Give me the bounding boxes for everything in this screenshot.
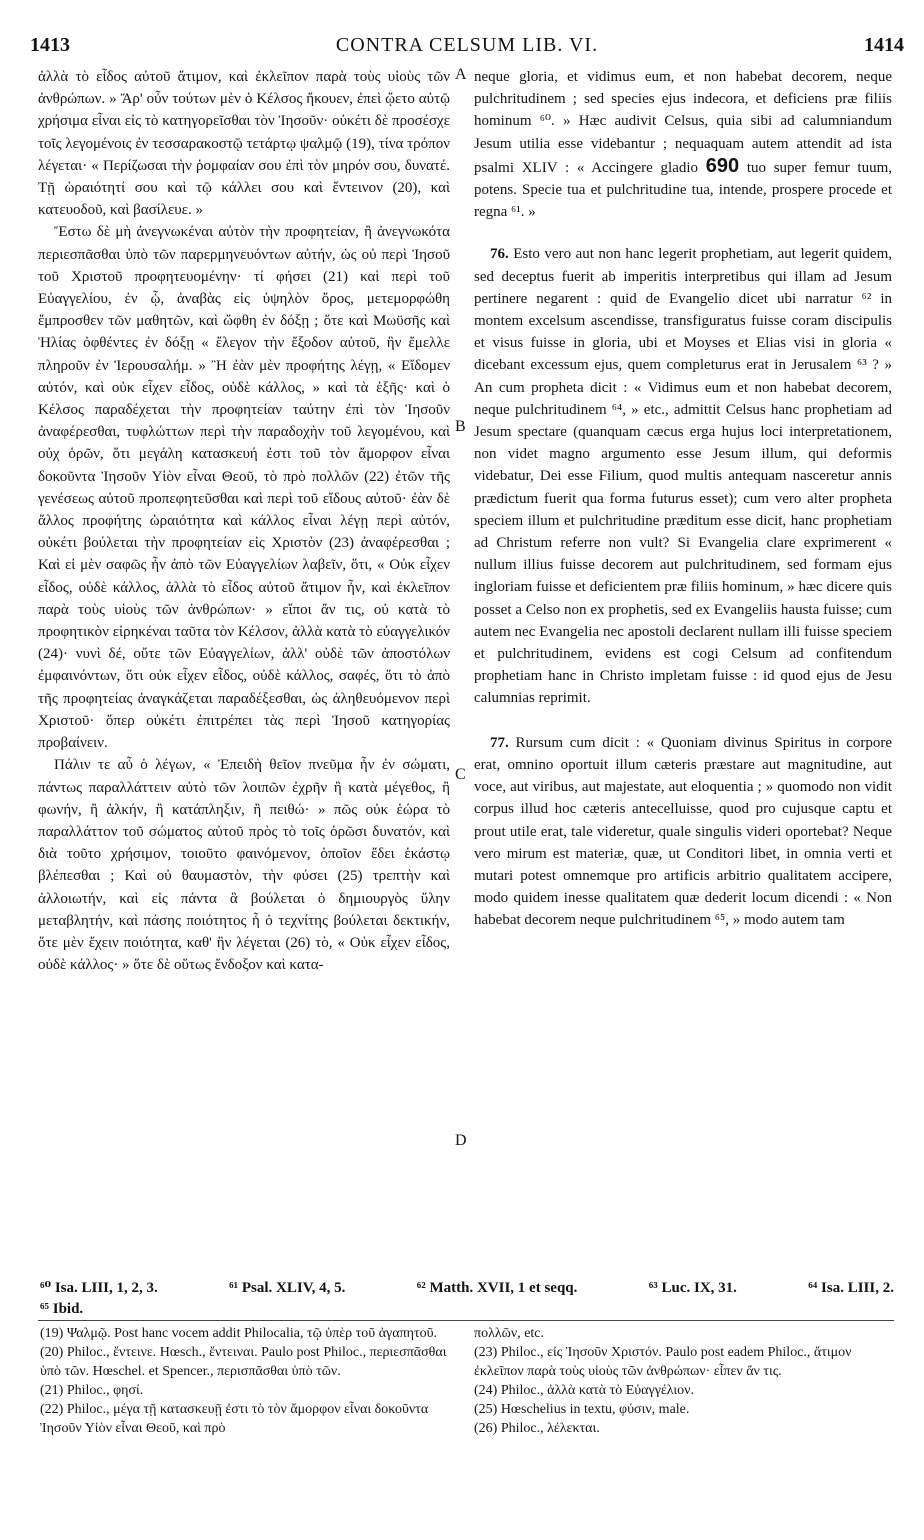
scripture-note-63: ⁶³ Luc. IX, 31. — [648, 1280, 737, 1296]
latin-column — [474, 66, 892, 932]
latin-section-77 — [474, 732, 892, 932]
margin-marker-c: C — [455, 766, 466, 783]
footnote-24: (24) Philoc., ἀλλὰ κατὰ τὸ Εὐαγγέλιον. — [474, 1383, 694, 1398]
scripture-note-61: ⁶¹ Psal. XLIV, 4, 5. — [229, 1280, 346, 1296]
scripture-row — [40, 1278, 894, 1299]
scripture-note-60: ⁶⁰ Isa. LIII, 1, 2, 3. — [40, 1280, 158, 1296]
footnote-19: (19) Ψαλμῷ. Post hanc vocem addit Philocalia, τῷ ὑπὲρ τοῦ ἀγαπητοῦ. — [40, 1326, 438, 1341]
latin-paragraph-75-a: neque gloria, et vidimus eum, et non habebat decorem, neque pulchritudinem ; sed species ejus indecora, et deficiens præ filiis hominum ⁶⁰. » Hæc audivit Celsus, quia sibi ad calumniandum Jesum utilia esse videbantur ; nequaquam autem attendit ad ista psalmi XLIV : « Accingere gladio — [474, 69, 892, 176]
scripture-note-65: ⁶⁵ Ibid. — [40, 1301, 84, 1317]
margin-marker-b: B — [455, 418, 466, 435]
latin-paragraph-75 — [474, 66, 892, 223]
running-header — [30, 34, 904, 60]
latin-section-77-text: Rursum cum dicit : « Quoniam divinus Spiritus in corpore erat, omnino oportuit illum cæteris præstare aut magnitudine, aut voce, aut viribus, aut majestate, aut eloquentia ; » quomodo non vidit corpus illud hoc cæteris antecelluisse, quod pro cujusque captu et prout utile erat, tale videretur, quale singulis videri oportebat? Neque vero mirum est materiæ, quæ, ut Conditori libet, in omnia verti et mutari potest omnemque pro artificis arbitrio qualitatem accipere, modo quidem inesse qualitatem quæ dederit locum dicendi : « Non habebat decorem neque pulchritudinem ⁶⁵, » modo autem tam — [474, 734, 892, 929]
latin-section-76-text: Esto vero aut non hanc legerit prophetiam, aut legerit quidem, sed deceptus fuerit ab imperitis interpretibus qui illam ad Jesum pertinere negarent : quid de Evangelio dicet ubi narratur ⁶² in montem excelsum ascendisse, transfiguratus fuisse coram discipulis et visus fuisse in gloria, ubi et Moyses et Elias visi in gloria « dicebant excessum ejus, quem completurus erat in Jerusalem ⁶³ ? » An cum propheta dicit : « Vidimus eum et non habebat decorem, neque pulchritudinem ⁶⁴, » etc., admittit Celsus hanc prophetiam ad Jesum spectare (quanquam cæcus erga hujus loci interpretationem, non videt magno argumento esse Jesum illum, qui deformis videbatur, Dei esse Filium, quod multis antequam nasceretur annis prædictum fuerit qua forma futurus esset); cum vero alter propheta speciem illum et pulchritudine præditum esse dicit, hanc prophetiam ad Christum referre non vult? Si Evangelia clare exprimerent « nullum illius fuisse decorem aut pulchritudinem, sed formam ejus ingloriam fuisse et deficientem præ filiis hominum, » hæc dicere quis posset a Celso non ex prophetis, sed ex Evangeliis hausta fuisse; cum autem nec Evangelia nec apostoli declarent nullam illi fuisse speciem et pulchritudinem, evidens est cogi Celsum ad confitendum prophetiam hanc in Christo impletam fuisse : id quod ejus de Jesu calumnias reprimit. — [474, 246, 893, 707]
section-number-77: 77. — [490, 734, 509, 751]
column-number-badge: 690 — [705, 154, 740, 177]
greek-paragraph-3: Πάλιν τε αὖ ὁ λέγων, « Ἐπειδὴ θεῖον πνεῦμα ἦν ἐν σώματι, πάντως παραλλάττειν αὐτὸ τῶν λοιπῶν ἐχρῆν ἢ κατὰ μέγεθος, ἢ φωνήν, ἢ ἀλκήν, ἢ κατάπληξιν, ἢ πειθώ· » πῶς οὐκ ἑώρα τὸ παραλλάττον τοῦ σώματος αὐτοῦ πρὸς τὸ τοῖς ὁρῶσι δυνατόν, καὶ διὰ τοῦτο χρήσιμον, τοιοῦτο φαινόμενον, ὁποῖον ἔδει ἑκάστῳ βλέπεσθαι ; Καὶ οὐ θαυμαστὸν, τὴν φύσει (25) τρεπτὴν καὶ ἀλλοιωτήν, καὶ εἰς πάντα ἃ βούλεται ὁ δημιουργὸς ὕλην μεταβλητήν, καὶ πάσης ποιότητος ἧ ὁ τεχνίτης βούλεται δεκτικήν, ὅτε μὲν ἔχειν ποιότητα, καθ' ἣν λέγεται (26) τὸ, « Οὐκ εἶχεν εἶδος, οὐδὲ κάλλος· » ὅτε δὲ οὕτως ἔνδοξον καὶ κατα- — [38, 757, 450, 974]
scripture-note-64: ⁶⁴ Isa. LIII, 2. — [808, 1280, 894, 1296]
latin-paragraph-75-b: tuo super femur tuum, potens. Specie tua et pulchritudine tua, intende, prospere procede et regna ⁶¹. » — [474, 159, 893, 221]
footnotes-right — [474, 1324, 892, 1438]
page-number-left: 1413 — [30, 34, 70, 56]
page-number-right: 1414 — [864, 34, 904, 56]
greek-column — [38, 66, 450, 976]
scripture-references — [40, 1278, 894, 1320]
footnotes-left — [40, 1324, 450, 1438]
margin-marker-a: A — [455, 66, 467, 83]
margin-marker-d: D — [455, 1132, 467, 1149]
footnote-20: (20) Philoc., ἔντεινε. Hœsch., ἔντειναι. Paulo post Philoc., περιεσπᾶσθαι ὑπὸ τῶν. Hœschel. et Spencer., περισπᾶσθαι ὑπὸ τῶν. — [40, 1345, 447, 1379]
footnote-23: (23) Philoc., εἰς Ἰησοῦν Χριστόν. Paulo post eadem Philoc., ἄτιμον ἐκλεῖπον παρὰ τοὺς υἱοὺς τῶν ἀνθρώπων· εἶπεν ἄν τις. — [474, 1345, 852, 1379]
footnote-divider — [38, 1320, 894, 1321]
footnote-22-continued: πολλῶν, etc. — [474, 1326, 545, 1341]
running-title: CONTRA CELSUM LIB. VI. — [335, 34, 599, 56]
footnote-21: (21) Philoc., φησί. — [40, 1383, 144, 1398]
section-number-76: 76. — [490, 246, 509, 263]
footnote-26: (26) Philoc., λέλεκται. — [474, 1421, 600, 1436]
greek-paragraph-2: Ἔστω δὲ μὴ ἀνεγνωκέναι αὐτὸν τὴν προφητείαν, ἢ ἀνεγνωκότα περιεσπᾶσθαι ὑπὸ τῶν παρερμηνευόντων αὐτήν, ὡς οὐ περὶ Ἰησοῦ τοῦ Χριστοῦ προφητευομένην· τί φήσει (21) καὶ περὶ τοῦ Εὐαγγελίου, ἐν ᾧ, ἀναβὰς εἰς ὑψηλὸν ὄρος, μετεμορφώθη ἔμπροσθεν τῶν μαθητῶν, καὶ ὤφθη ἐν δόξῃ ; ὅτε καὶ Μωϋσῆς καὶ Ἠλίας ὀφθέντες ἐν δόξῃ « ἔλεγον τὴν ἔξοδον αὐτοῦ, ἣν ἔμελλε πληροῦν ἐν Ἱερουσαλήμ. » Ἢ ἐὰν μὲν προφήτης λέγῃ, « Εἴδομεν αὐτόν, καὶ οὐκ εἶχεν εἶδος, οὐδὲ κάλλος, » καὶ τὰ ἑξῆς· καὶ ὁ Κέλσος παραδέχεται τὴν προφητείαν ταύτην ἐπὶ τὸν Ἰησοῦν ἀναφέρεσθαι, τυφλώττων περὶ τὴν παραδοχὴν τοῦ λεγομένου, καὶ οὐχ ὁρῶν, ὅτι μεγάλη κατασκευή ἐστι τοῦ τὸν ἄμορφον εἶναι δοκοῦντα Ἰησοῦν Υἱὸν εἶναι Θεοῦ, τὸ πρὸ πολλῶν (22) ἐτῶν τῆς γενέσεως αὐτοῦ προπεφητεῦσθαι καὶ περὶ τοῦ εἴδους αὐτοῦ· ἐὰν δὲ ἄλλος προφήτης ὡραιότητα καὶ κάλλος εἶναι λέγῃ περὶ αὐτόν, οὐκέτι βούλεται τὴν προφητείαν εἰς Χριστὸν (23) ἀναφέρεσθαι ; Καὶ εἰ μὲν σαφῶς ἦν ἀπὸ τῶν Εὐαγγελίων λαβεῖν, ὅτι, « Οὐκ εἶχεν εἶδος, οὐδὲ κάλλος, ἀλλὰ τὸ εἶδος αὐτοῦ ἄτιμον ἦν, καὶ ἐκλεῖπον παρὰ τοὺς υἱοὺς τῶν ἀνθρώπων· » εἴποι ἄν τις, οὐ κατὰ τὸ προφητικὸν εἰρηκέναι ταῦτα τὸν Κέλσον, ἀλλὰ κατὰ τὸ εὐαγγελικόν (24)· νυνὶ δέ, οὔτε τῶν Εὐαγγελίων, ἀλλ' οὐδὲ τῶν ἀποστόλων ἐμφαινόντων, ὅτι οὐκ εἶχεν εἶδος, οὐδὲ κάλλος, σαφές, ὅτι τὸ ἀπὸ τῆς προφητείας ἀναγκάζεται παραδέξεσθαι, ὡς ἀληθευόμενον περὶ Χριστοῦ· ὅπερ οὐκέτι ἐπιτρέπει τὰς περὶ Ἰησοῦ κατηγορίας προβαίνειν. — [38, 224, 450, 752]
footnote-25: (25) Hœschelius in textu, φύσιν, male. — [474, 1402, 690, 1417]
scripture-note-62: ⁶² Matth. XVII, 1 et seqq. — [416, 1280, 578, 1296]
latin-section-76 — [474, 243, 892, 709]
footnote-22: (22) Philoc., μέγα τῇ κατασκευῇ ἐστι τὸ τὸν ἄμορφον εἶναι δοκοῦντα Ἰησοῦν Υἱὸν εἶναι Θεοῦ, καὶ πρὸ — [40, 1402, 429, 1436]
greek-paragraph-1: ἀλλὰ τὸ εἶδος αὐτοῦ ἄτιμον, καὶ ἐκλεῖπον παρὰ τοὺς υἱοὺς τῶν ἀνθρώπων. » Ἄρ' οὖν τούτων μὲν ὁ Κέλσος ἤκουεν, ἐπεὶ ᾤετο αὐτῷ χρήσιμα εἶναι εἰς τὸ κατηγορεῖσθαι τὸν Ἰησοῦν· οὐκέτι δὲ προσέσχε τοῖς λεγομένοις ἐν τεσσαρακοστῷ τετάρτῳ ψαλμῷ (19), τίνα τρόπον λέγεται· « Περίζωσαι τὴν ῥομφαίαν σου ἐπὶ τὸν μηρόν σου, δυνατέ. Τῇ ὡραιότητί σου καὶ τῷ κάλλει σου καὶ ἔντεινον (20), καὶ κατευοδοῦ, καὶ βασίλευε. » — [38, 69, 450, 219]
